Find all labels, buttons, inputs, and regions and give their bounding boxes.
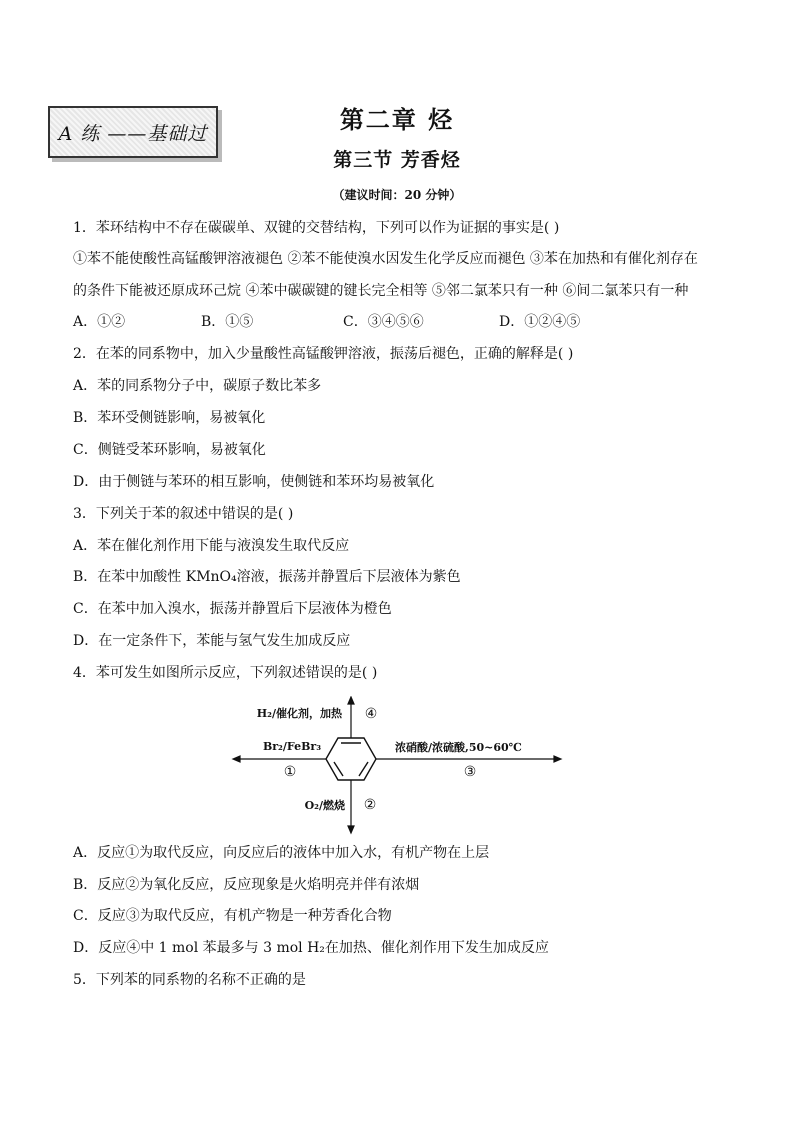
q2-option-d: D．由于侧链与苯环的相互影响，使侧链和苯环均易被氧化 [73, 474, 435, 490]
q1-facts-line1: ①苯不能使酸性高锰酸钾溶液褪色 ②苯不能使溴水因发生化学反应而褪色 ③苯在加热和有催化剂存在 [73, 251, 698, 267]
q4-stem: 4．苯可发生如图所示反应，下列叙述错误的是( ) [73, 665, 378, 681]
q4-option-d: D．反应④中 1 mol 苯最多与 3 mol H₂在加热、催化剂作用下发生加成反应 [73, 940, 549, 956]
down-condition-label: O₂/燃烧 [304, 799, 345, 812]
benzene-ring [326, 738, 376, 780]
arrow-down-head [348, 826, 354, 833]
q4-option-b: B．反应②为氧化反应，反应现象是火焰明亮并伴有浓烟 [73, 877, 420, 893]
up-condition-label: H₂/催化剂，加热 [256, 707, 342, 720]
q1-facts-line2: 的条件下能被还原成环己烷 ④苯中碳碳键的键长完全相等 ⑤邻二氯苯只有一种 ⑥间二氯苯只有一种 [73, 283, 689, 299]
q3-stem: 3．下列关于苯的叙述中错误的是( ) [73, 506, 294, 522]
down-reaction-number: ② [363, 797, 377, 813]
q2-option-a: A．苯的同系物分子中，碳原子数比苯多 [73, 378, 322, 394]
q1-option-c: C．③④⑤⑥ [343, 314, 424, 330]
q2-stem: 2．在苯的同系物中，加入少量酸性高锰酸钾溶液，振荡后褪色，正确的解释是( ) [73, 346, 574, 362]
q1-option-a: A．①② [73, 314, 126, 330]
q2-option-c: C．侧链受苯环影响，易被氧化 [73, 442, 266, 458]
q5-stem: 5．下列苯的同系物的名称不正确的是 [73, 972, 306, 988]
q2-option-b: B．苯环受侧链影响，易被氧化 [73, 410, 266, 426]
q1-stem: 1．苯环结构中不存在碳碳单、双键的交替结构，下列可以作为证据的事实是( ) [73, 220, 560, 236]
benzene-reaction-diagram [228, 696, 568, 836]
arrow-left-head [233, 756, 240, 762]
chapter-title: 第二章 烃 [339, 105, 455, 134]
q3-option-a: A．苯在催化剂作用下能与液溴发生取代反应 [73, 538, 350, 554]
q3-option-c: C．在苯中加入溴水，振荡并静置后下层液体为橙色 [73, 601, 392, 617]
q1-option-d: D．①②④⑤ [499, 314, 581, 330]
section-title: 第三节 芳香烃 [333, 149, 461, 171]
q4-option-c: C．反应③为取代反应，有机产物是一种芳香化合物 [73, 908, 392, 924]
q3-option-b: B．在苯中加酸性 KMnO₄溶液，振荡并静置后下层液体为紫色 [73, 569, 461, 585]
arrow-up-head [348, 697, 354, 704]
q4-option-a: A．反应①为取代反应，向反应后的液体中加入水，有机产物在上层 [73, 845, 490, 861]
right-reaction-number: ③ [463, 764, 477, 780]
suggested-time: （建议时间：20 分钟） [332, 188, 462, 202]
q3-option-d: D．在一定条件下，苯能与氢气发生加成反应 [73, 633, 351, 649]
left-reaction-number: ① [283, 764, 297, 780]
right-condition-label: 浓硝酸/浓硫酸,50~60℃ [395, 741, 522, 754]
badge-label: A 练 ——基础过 [58, 122, 208, 145]
up-reaction-number: ④ [364, 706, 378, 722]
arrow-right-head [554, 756, 561, 762]
q1-option-b: B．①⑤ [201, 314, 254, 330]
left-condition-label: Br₂/FeBr₃ [262, 740, 322, 753]
